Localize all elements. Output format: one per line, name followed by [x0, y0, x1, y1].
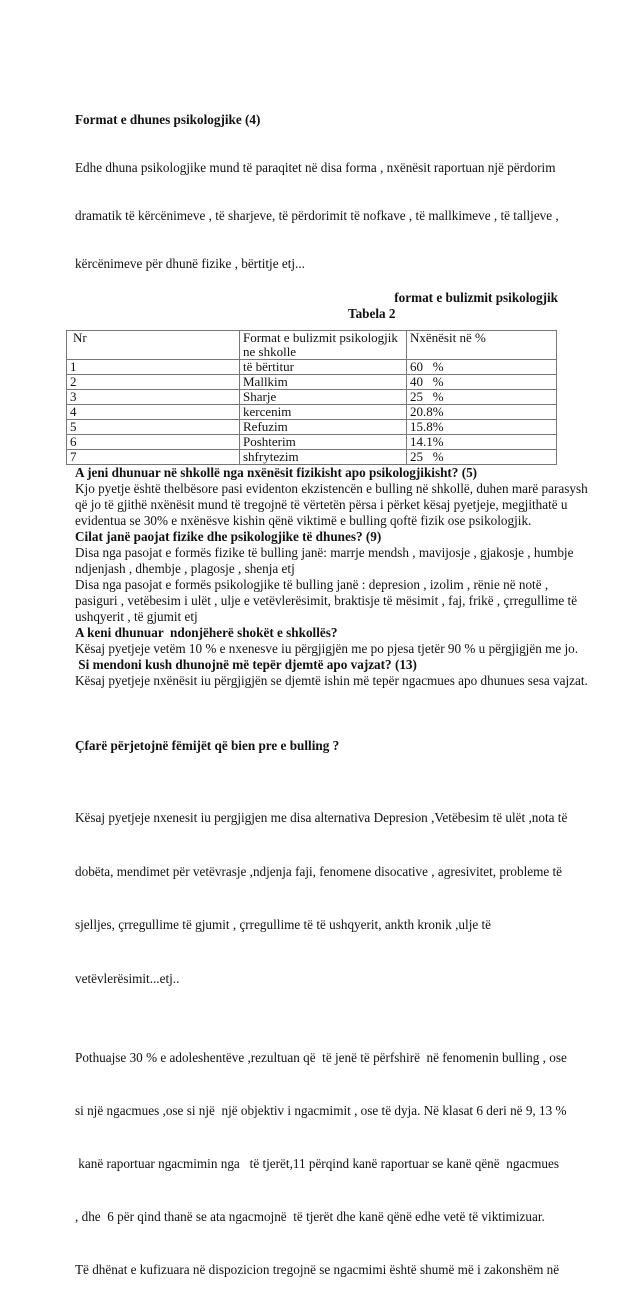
question-heading: A jeni dhunuar në shkollë nga nxënësit fizikisht apo psikologjikisht? (5) [75, 465, 478, 480]
cell-form: Refuzim [240, 420, 407, 435]
cell-percent: 20.8% [407, 405, 557, 420]
paragraph-line: dramatik të kërcënimeve , të sharjeve, të përdorimit të nofkave , të mallkimeve , të talljeve , [75, 208, 559, 223]
cell-nr: 1 [67, 360, 240, 375]
paragraph-line: dobëta, mendimet për vetëvrasje ,ndjenja faji, fenomene disocative , agresivitet, probleme të [75, 863, 563, 879]
section-heading: Çfarë përjetojnë fëmijët që bien pre e bulling ? [75, 738, 340, 753]
table-row [67, 360, 557, 375]
table-row [67, 375, 557, 390]
cell-form: të bërtitur [240, 360, 407, 375]
question-heading: Cilat janë paojat fizike dhe psikologjike të dhunes? (9) [75, 529, 382, 544]
paragraph-line: Kësaj pyetjeje nxënësit iu përgjigjën se djemtë ishin më tepër ngacmues apo dhunues sesa vajzat. [75, 673, 588, 688]
cell-form: Mallkim [240, 375, 407, 390]
table-caption: format e bulizmit psikologjik [394, 290, 558, 305]
paragraph-line: Pothuajse 30 % e adoleshentëve ,rezultuan që të jenë të përfshirë në fenomenin bulling , ose [75, 1050, 567, 1065]
bullying-forms-table [66, 330, 557, 465]
cell-form: Sharje [240, 390, 407, 405]
cell-percent: 25 % [407, 450, 557, 465]
paragraph-line: ndjenjash , dhembje , plagosje , shenja etj [75, 561, 295, 576]
cell-nr: 6 [67, 435, 240, 450]
paragraph-line: Disa nga pasojat e formës psikologjike të bulling janë : depresion , izolim , rënie në notë , [75, 577, 549, 592]
cell-form: Poshterim [240, 435, 407, 450]
paragraph-line: ushqyerit , të gjumit etj [75, 609, 198, 624]
section-victim-experience [75, 775, 638, 1005]
paragraph-line: Kësaj pyetjeje vetëm 10 % e nxenesve iu përgjigjën me po pjesa tjetër 90 % u përgjigjën me jo. [75, 641, 579, 656]
question-heading: Si mendoni kush dhunojnë më tepër djemtë apo vajzat? (13) [75, 657, 417, 672]
cell-percent: 14.1% [407, 435, 557, 450]
paragraph-line: , dhe 6 për qind thanë se ata ngacmojnë të tjerët dhe kanë qënë edhe vetë të viktimizuar. [75, 1209, 545, 1224]
cell-form: kercenim [240, 405, 407, 420]
paragraph-line: Të dhënat e kufizuara në dispozicion tregojnë se ngacmimi është shumë më i zakonshëm në [75, 1262, 560, 1277]
cell-percent: 40 % [407, 375, 557, 390]
cell-form: shfrytezim [240, 450, 407, 465]
cell-percent: 60 % [407, 360, 557, 375]
paragraph-line: sjelljes, çrregullime të gjumit , çrregullime të të ushqyerit, ankth kronik ,ulje të [75, 917, 492, 932]
paragraph-line: Kjo pyetje është thelbësore pasi evidenton ekzistencën e bulling në shkollë, duhen marë parasysh [75, 481, 588, 496]
section-victim-experience-block [75, 703, 638, 773]
paragraph-line: që jo të gjithë nxënësit mund të tregojnë të vërtetën përsa i përket kësaj pyetjeje, megjithatë u [75, 497, 568, 512]
cell-nr: 7 [67, 450, 240, 465]
cell-nr: 3 [67, 390, 240, 405]
table-row [67, 420, 557, 435]
cell-nr: 2 [67, 375, 240, 390]
paragraph-line: vetëvlerësimit...etj.. [75, 970, 180, 986]
table-row [67, 435, 557, 450]
paragraph-line: si një ngacmues ,ose si një një objektiv i ngacmimit , ose të dyja. Në klasat 6 deri në 9, 13 % [75, 1103, 567, 1118]
paragraph-line: kërcënimeve për dhunë fizike , bërtitje etj... [75, 256, 305, 271]
cell-percent: 25 % [407, 390, 557, 405]
paragraph-line: Disa nga pasojat e formës fizike të bulling janë: marrje mendsh , mavijosje , gjakosje , humbje [75, 545, 574, 560]
paragraph-line: evidentua se 30% e nxënësve kishin qënë viktimë e bulling qoftë fizik ose psikologjik. [75, 513, 532, 528]
header-percent: Nxënësit në % [407, 331, 557, 360]
table-row [67, 450, 557, 465]
table-header-row [67, 331, 557, 360]
cell-percent: 15.8% [407, 420, 557, 435]
section-statistics [75, 1015, 638, 1296]
header-nr: Nr [67, 331, 240, 360]
paragraph-line: pasiguri , vetëbesim i ulët , ulje e vetëvlerësimit, braktisje të mësimit , faj, frikë , çrregullime të [75, 593, 578, 608]
paragraph-line: Kësaj pyetjeje nxenesit iu pergjigjen me disa alternativa Depresion ,Vetëbesim të ulët ,nota të [75, 810, 568, 825]
table-title: Tabela 2 [348, 306, 396, 321]
table-row [67, 405, 557, 420]
header-forms: Format e bulizmit psikologjik ne shkolle [240, 331, 407, 360]
cell-nr: 4 [67, 405, 240, 420]
paragraph-line: kanë raportuar ngacmimin nga të tjerët,11 përqind kanë raportuar se kanë qënë ngacmues [75, 1156, 559, 1171]
question-heading: A keni dhunuar ndonjëherë shokët e shkollës? [75, 625, 338, 640]
paragraph-line: Edhe dhuna psikologjike mund të paraqitet në disa forma , nxënësit raportuan një përdorim [75, 160, 556, 175]
table-row [67, 390, 557, 405]
section-heading: Format e dhunes psikologjike (4) [75, 112, 261, 127]
section-questions [75, 465, 638, 689]
section-psychological-violence-forms [75, 80, 638, 288]
cell-nr: 5 [67, 420, 240, 435]
